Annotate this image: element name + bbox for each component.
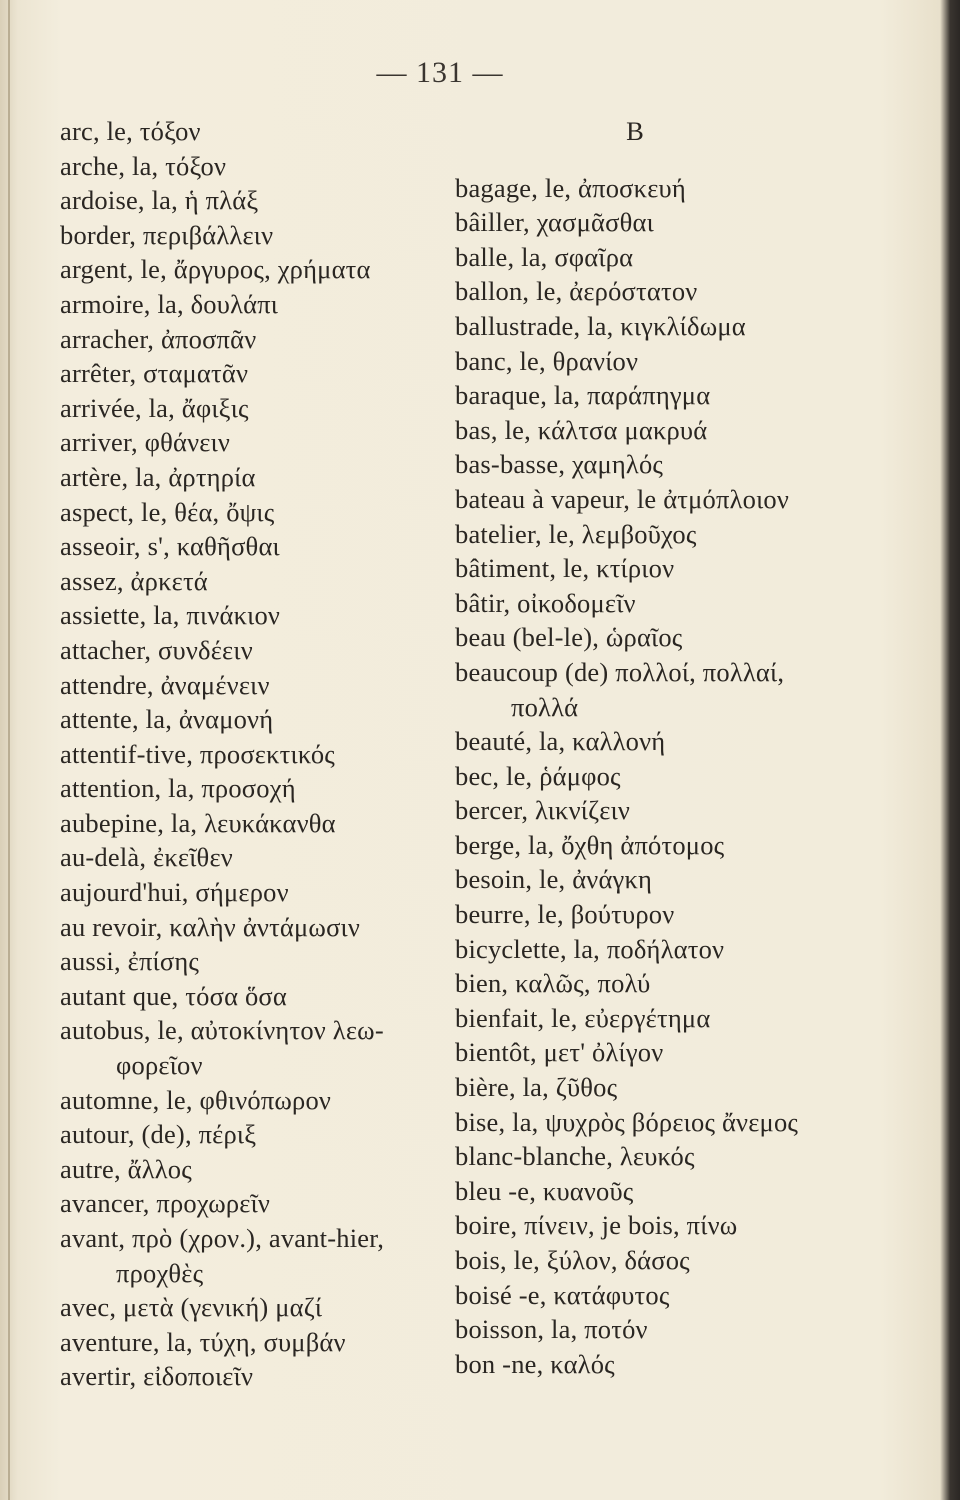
dictionary-entry: bateau à vapeur, le ἀτμόπλοιον — [455, 483, 790, 514]
dictionary-entry: baraque, la, παράπηγμα — [455, 380, 711, 411]
dictionary-entry: bâiller, χασμᾶσθαι — [455, 207, 654, 238]
dictionary-entry: bec, le, ῥάμφος — [455, 760, 621, 791]
dictionary-entry: blanc-blanche, λευκός — [455, 1141, 695, 1172]
dictionary-entry: bâtir, οἰκοδομεῖν — [455, 587, 636, 618]
dictionary-entry: au-delà, ἐκεῖθεν — [60, 842, 233, 873]
dictionary-entry: bâtiment, le, κτίριον — [455, 553, 675, 584]
dictionary-entry: ballon, le, ἀερόστατον — [455, 276, 698, 307]
dictionary-entry: aubepine, la, λευκάκανθα — [60, 807, 336, 838]
dictionary-entry: bois, le, ξύλον, δάσος — [455, 1245, 690, 1275]
dictionary-entry: bon -ne, καλός — [455, 1348, 615, 1379]
page-spine-edge — [8, 0, 10, 1500]
dictionary-entry: artère, la, ἀρτηρία — [60, 461, 256, 492]
dictionary-entry: berge, la, ὄχθη ἀπότομος — [455, 829, 725, 860]
dictionary-entry: boire, πίνειν, je bois, πίνω — [455, 1210, 738, 1241]
dictionary-entry: beurre, le, βούτυρον — [455, 899, 675, 930]
dictionary-entry: ardoise, la, ἡ πλάξ — [60, 185, 259, 216]
dictionary-entry: boisé -e, κατάφυτος — [455, 1279, 670, 1310]
dictionary-entry: arche, la, τόξον — [60, 150, 227, 181]
dictionary-entry: banc, le, θρανίον — [455, 345, 639, 376]
dictionary-entry: autour, (de), πέριξ — [60, 1119, 257, 1150]
dictionary-entry: border, περιβάλλειν — [60, 219, 274, 250]
dictionary-entry: φορεῖον — [116, 1050, 203, 1081]
dictionary-entry: besoin, le, ἀνάγκη — [455, 864, 653, 895]
dictionary-entry: boisson, la, ποτόν — [455, 1314, 648, 1345]
dictionary-entry: bleu -e, κυανοῦς — [455, 1175, 634, 1206]
dictionary-entry: attendre, ἀναμένειν — [60, 669, 270, 700]
dictionary-entry: batelier, le, λεμβοῦχος — [455, 518, 697, 549]
dictionary-entry: attention, la, προσοχή — [60, 773, 296, 804]
right-column — [455, 114, 875, 1381]
dictionary-entry: avancer, προχωρεῖν — [60, 1188, 271, 1219]
dictionary-entry: πολλά — [511, 691, 579, 722]
dictionary-entry: assiette, la, πινάκιον — [60, 600, 281, 631]
dictionary-entry: bise, la, ψυχρὸς βόρειος ἄνεμος — [455, 1106, 799, 1137]
page-number: — 131 — — [376, 56, 504, 89]
left-column — [60, 114, 480, 1394]
dictionary-entry: bas, le, κάλτσα μακρυά — [455, 414, 708, 445]
dictionary-entry: arc, le, τόξον — [60, 116, 201, 146]
dictionary-entry: au revoir, καλὴν ἀντάμωσιν — [60, 911, 361, 942]
dictionary-entry: balle, la, σφαῖρα — [455, 241, 634, 272]
dictionary-entry: attente, la, ἀναμονή — [60, 704, 274, 735]
dictionary-entry: autobus, le, αὐτοκίνητον λεω- — [60, 1015, 384, 1046]
dictionary-entry: arrivée, la, ἄφιξις — [60, 392, 249, 423]
dictionary-entry: avec, μετὰ (γενική) μαζί — [60, 1292, 323, 1323]
dictionary-entry: avertir, εἰδοποιεῖν — [60, 1361, 254, 1392]
dictionary-entry: arrêter, σταματᾶν — [60, 358, 249, 389]
dictionary-entry: bien, καλῶς, πολύ — [455, 968, 651, 999]
dictionary-entry: bientôt, μετ' ὀλίγον — [455, 1037, 664, 1068]
dictionary-entry: bas-basse, χαμηλός — [455, 449, 664, 480]
dictionary-entry: bière, la, ζῦθος — [455, 1072, 618, 1103]
dictionary-entry: avant, πρὸ (χρον.), avant-hier, — [60, 1223, 385, 1253]
dictionary-entry: argent, le, ἄργυρος, χρήματα — [60, 254, 371, 285]
dictionary-entry: beau (bel-le), ὡραῖος — [455, 622, 683, 653]
dictionary-entry: automne, le, φθινόπωρον — [60, 1084, 332, 1115]
dictionary-entry: aspect, le, θέα, ὄψις — [60, 496, 275, 527]
dictionary-entry: assez, ἀρκετά — [60, 565, 208, 596]
section-letter: B — [626, 116, 644, 146]
dictionary-entry: bienfait, le, εὐεργέτημα — [455, 1002, 711, 1033]
dictionary-entry: autant que, τόσα ὅσα — [60, 980, 287, 1011]
dictionary-entry: attacher, συνδέειν — [60, 634, 253, 665]
dictionary-entry: arracher, ἀποσπᾶν — [60, 323, 257, 354]
dictionary-entry: arriver, φθάνειν — [60, 427, 231, 458]
dictionary-entry: armoire, la, δουλάπι — [60, 288, 279, 319]
dictionary-entry: προχθὲς — [116, 1257, 204, 1288]
dictionary-entry: bagage, le, ἀποσκευή — [455, 172, 686, 203]
dictionary-entry: ballustrade, la, κιγκλίδωμα — [455, 310, 746, 341]
dictionary-entry: autre, ἄλλος — [60, 1153, 192, 1184]
dictionary-entry: aujourd'hui, σήμερον — [60, 877, 289, 908]
dictionary-entry: aventure, la, τύχη, συμβάν — [60, 1326, 346, 1357]
dictionary-entry: bicyclette, la, ποδήλατον — [455, 933, 725, 964]
dictionary-entry: attentif-tive, προσεκτικός — [60, 738, 335, 769]
dictionary-entry: beaucoup (de) πολλοί, πολλαί, — [455, 656, 785, 687]
dictionary-entry: aussi, ἐπίσης — [60, 946, 200, 977]
dictionary-entry: asseoir, s', καθῆσθαι — [60, 531, 280, 562]
dictionary-entry: bercer, λικνίζειν — [455, 795, 631, 826]
dictionary-entry: beauté, la, καλλονή — [455, 726, 666, 757]
